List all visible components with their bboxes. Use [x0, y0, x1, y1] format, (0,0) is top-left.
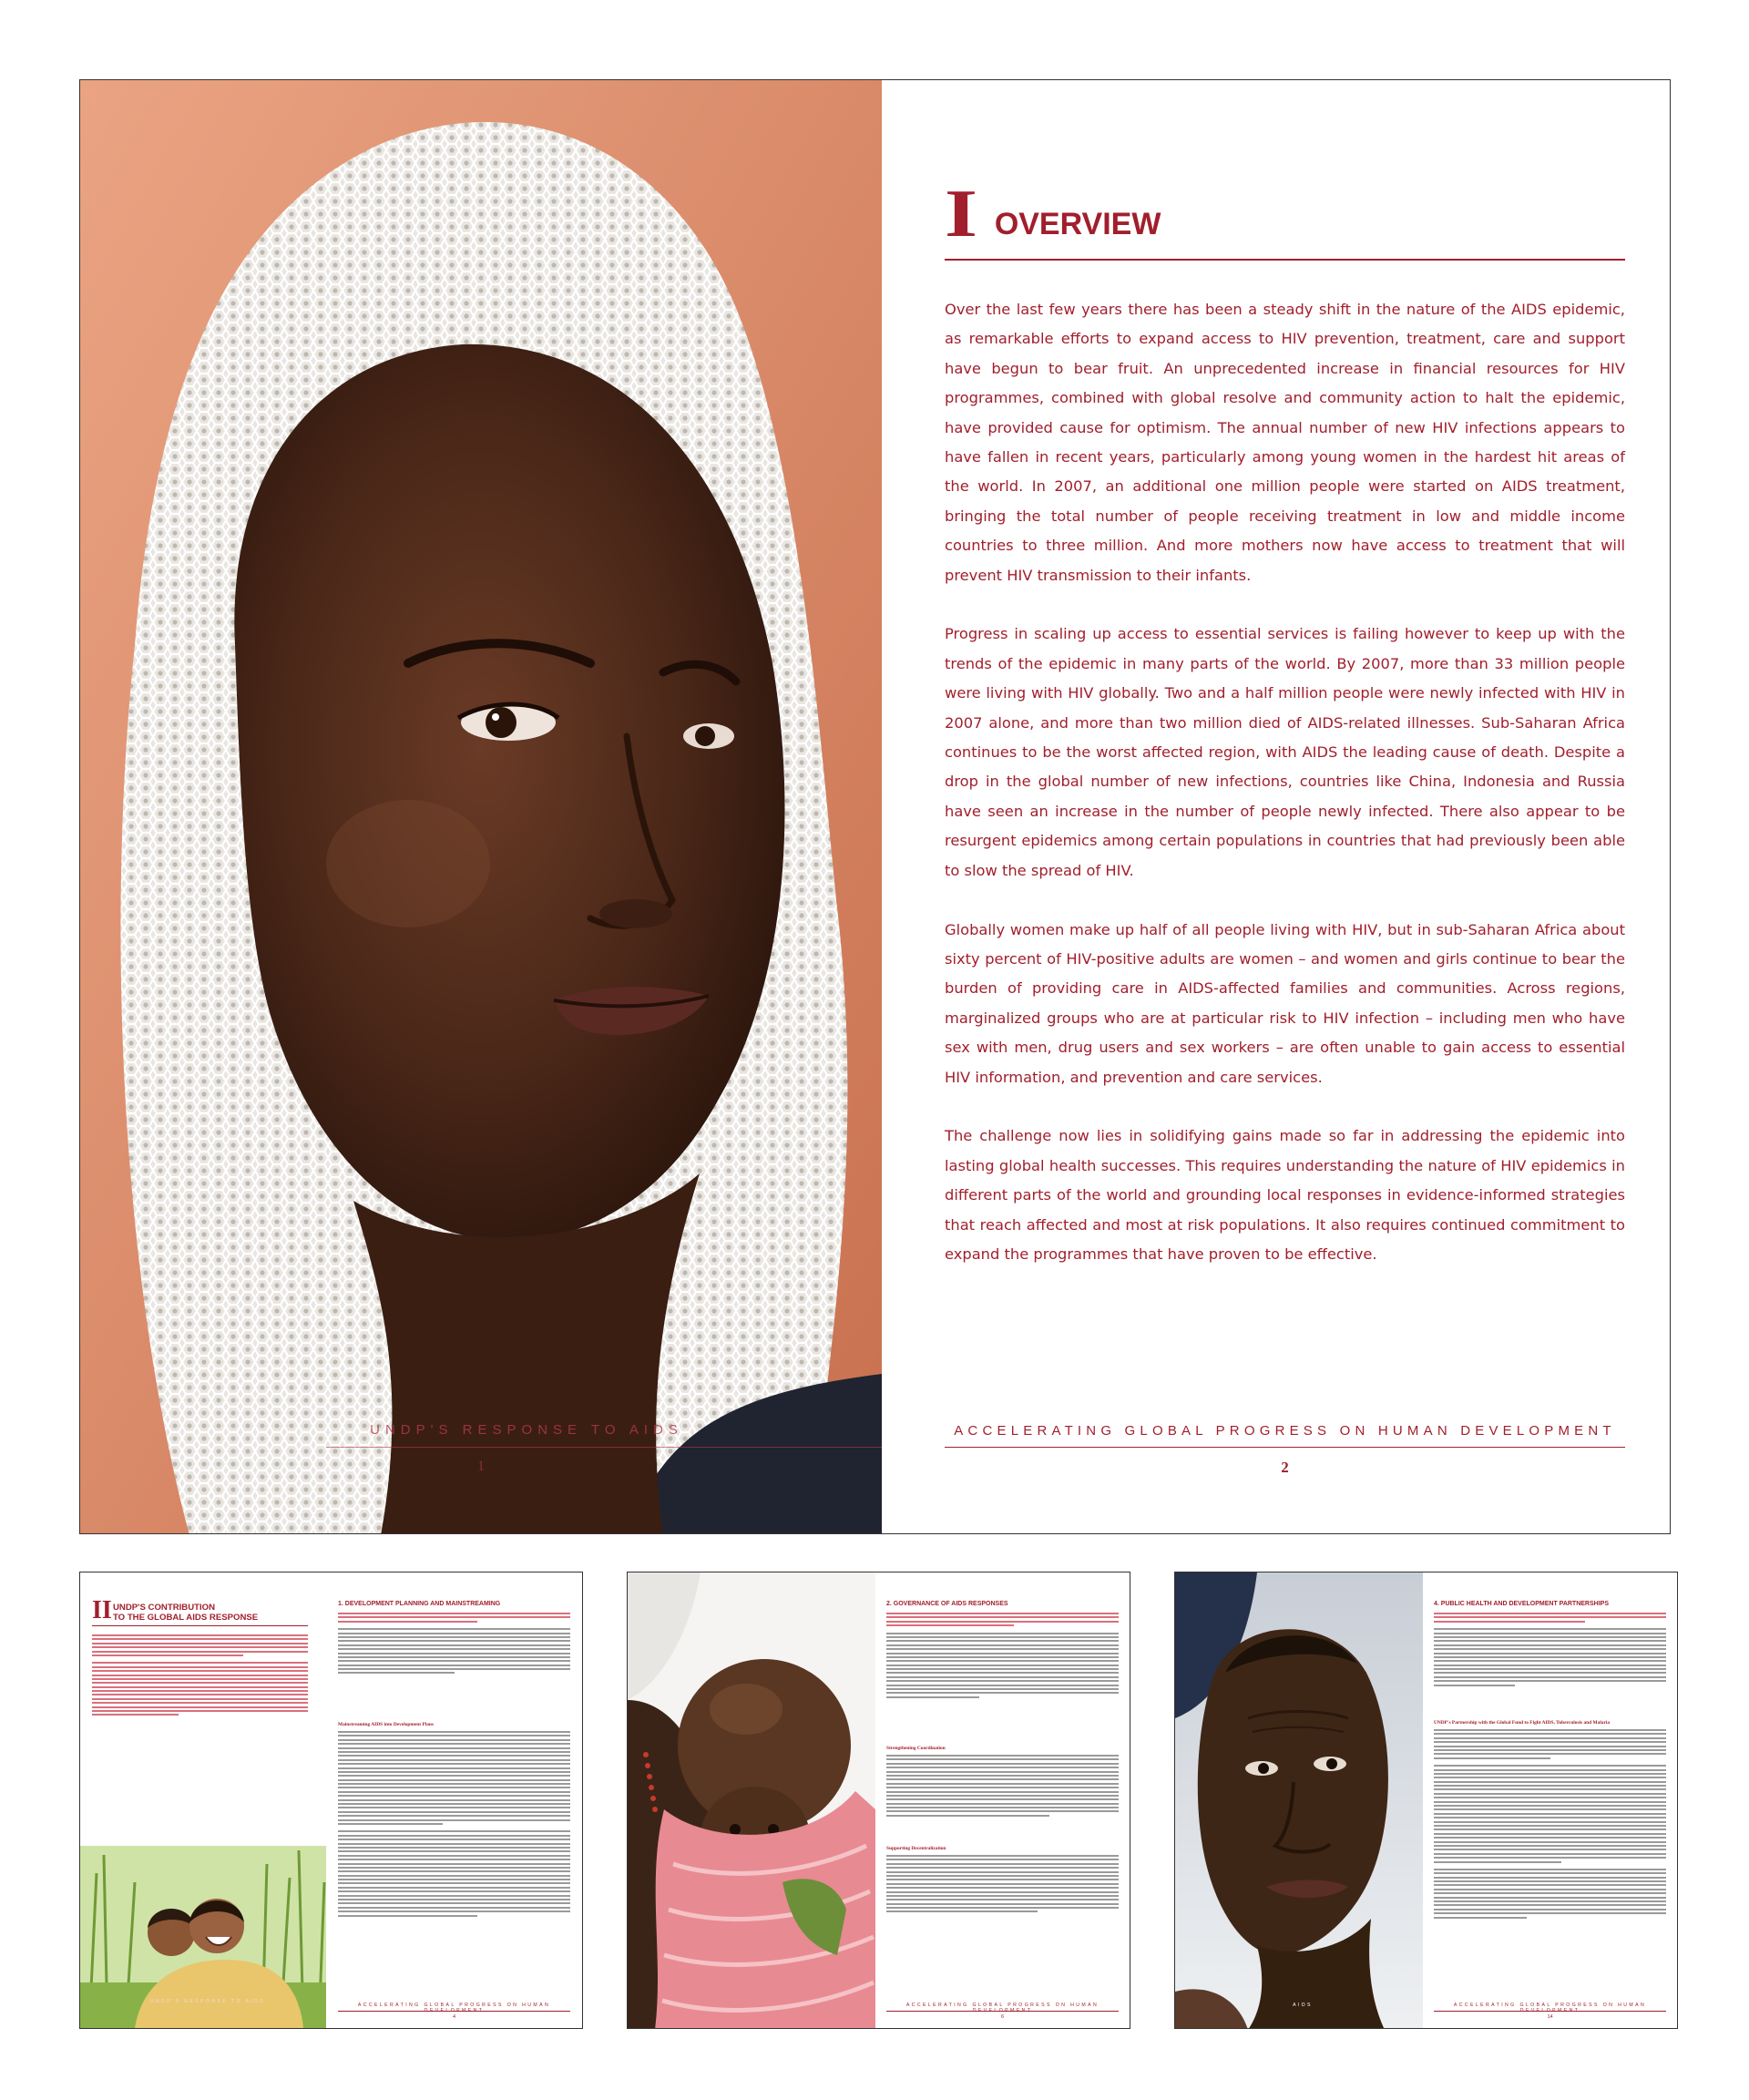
thumb-left-footer: AIDS: [1293, 2003, 1313, 2008]
thumb-subheading-2: Supporting Decentralization: [886, 1846, 946, 1851]
thumb-left-footer: UNDP'S RESPONSE TO AIDS: [149, 1999, 266, 2004]
page-number: 2: [1281, 1459, 1289, 1476]
thumbnail-page-14[interactable]: [1174, 1572, 1678, 2029]
paragraph: The challenge now lies in solidifying gains made so far in addressing the epidemic into lasting global health successes. This requires understanding the nature of HIV epidemics in different parts of the world and grounding local responses in evidence-informed strategies that reach affected and most at risk populations. It also requires continued commitment to expand the programmes that have proven to be effective.: [945, 1127, 1625, 1263]
baby-image: [628, 1572, 875, 2029]
paragraph: Globally women make up half of all people living with HIV, but in sub-Saharan Africa about sixty percent of HIV-positive adults are women – and women and girls continue to bear the burden of providing care in AIDS-affected families and communities. Across regions, marginalized groups who are at particular risk to HIV infection – including men who have sex with men, drug users and sex workers – are often unable to gain access to essential HIV information, and prevention and care services.: [945, 920, 1625, 1086]
thumb-right-footer: ACCELERATING GLOBAL PROGRESS ON HUMAN: [357, 2003, 551, 2008]
thumb-body-column-2: [338, 1731, 570, 1919]
photo-footer-title: UNDP'S RESPONSE TO AIDS: [370, 1422, 683, 1438]
paragraph: Progress in scaling up access to essential services is failing however to keep up with the trends of the epidemic in many parts of the world. By 2007, more than 33 million people were living with HIV globally. Two and a half million people were newly infected with HIV in 2007 alone, and more than two million died of AIDS-related illnesses. Sub-Saharan Africa continues to be the worst affected region, with AIDS the leading cause of death. Despite a drop in the global number of new infections, countries like China, Indonesia and Russia have seen an increase in the number of people newly infected. There also appear to be resurgent epidemics among certain populations in countries that had previously been able to slow the spread of HIV.: [945, 625, 1625, 879]
thumb-body-column-2: [1434, 1729, 1666, 1921]
thumb-section-heading: 2. GOVERNANCE OF AIDS RESPONSES: [886, 1601, 1008, 1607]
thumb-subheading: Mainstreaming AIDS into Development Plans: [338, 1722, 435, 1727]
thumb-body-column: [886, 1613, 1119, 1700]
chapter-numeral: I: [945, 177, 978, 251]
thumb-right-footer: ACCELERATING GLOBAL PROGRESS ON HUMAN: [1453, 2003, 1647, 2008]
thumb-right-footer: ACCELERATING GLOBAL PROGRESS ON HUMAN: [905, 2003, 1100, 2008]
thumb-footer-rule: [1434, 2011, 1666, 2012]
chapter-title: OVERVIEW: [994, 207, 1161, 241]
portrait-photo: [80, 80, 882, 1534]
portrait-image: [80, 80, 882, 1534]
thumb-page-number: 14: [1547, 2014, 1553, 2020]
photo-footer-rule: [326, 1447, 882, 1448]
thumb-intro-column: [92, 1634, 308, 1718]
thumb-chapter-numeral: II: [92, 1596, 112, 1624]
man-image: [1175, 1572, 1423, 2029]
thumb-body-column-2: [886, 1755, 1119, 1818]
thumb-man-photo: [1175, 1572, 1423, 2029]
thumb-heading-rule: [92, 1625, 308, 1626]
chapter-heading: [945, 177, 1161, 251]
body-text: [945, 295, 1625, 1299]
page-footer-rule: [945, 1447, 1625, 1448]
paragraph: Over the last few years there has been a steady shift in the nature of the AIDS epidemic, as remarkable efforts to expand access to HIV prevention, treatment, care and support have begun to bear fruit. An unprecedented increase in financial resources for HIV programmes, combined with global resolve and community action to halt the epidemic, have provided cause for optimism. The annual number of new HIV infections appears to have fallen in recent years, particularly among young women in the hardest hit areas of the world. In 2007, an additional one million people were started on AIDS treatment, bringing the total number of people receiving treatment in low and middle income countries to three million. And more mothers now have access to treatment that will prevent HIV transmission to their infants.: [945, 301, 1625, 584]
thumb-subheading: UNDP's Partnership with the Global Fund to Fight AIDS, Tuberculosis and Malaria: [1434, 1720, 1611, 1726]
thumb-baby-photo: [628, 1572, 875, 2029]
thumb-section-heading: 4. PUBLIC HEALTH AND DEVELOPMENT PARTNERSHIPS: [1434, 1601, 1609, 1607]
thumb-chapter-title-2: TO THE GLOBAL AIDS RESPONSE: [113, 1613, 259, 1623]
main-spread: [79, 79, 1671, 1534]
thumb-chapter-title-1: UNDP'S CONTRIBUTION: [113, 1603, 216, 1613]
thumb-body-column: [338, 1613, 570, 1680]
thumbnail-page-6[interactable]: [627, 1572, 1130, 2029]
thumb-page-number: 4: [452, 2014, 456, 2020]
thumb-subheading-1: Strengthening Coordination: [886, 1746, 946, 1751]
thumb-footer-rule: [338, 2011, 570, 2012]
thumb-body-column-3: [886, 1855, 1119, 1915]
thumb-footer-rule: [886, 2011, 1119, 2012]
thumbnail-page-4[interactable]: [79, 1572, 583, 2029]
overview-page: [882, 80, 1670, 1534]
thumb-body-column: [1434, 1613, 1666, 1688]
thumb-page-number: 6: [1000, 2014, 1005, 2020]
thumb-section-heading: 1. DEVELOPMENT PLANNING AND MAINSTREAMING: [338, 1601, 501, 1607]
photo-page-number: 1: [477, 1459, 485, 1474]
page-footer-title: ACCELERATING GLOBAL PROGRESS ON HUMAN DEVELOPMENT: [954, 1423, 1616, 1439]
heading-rule: [945, 259, 1625, 261]
